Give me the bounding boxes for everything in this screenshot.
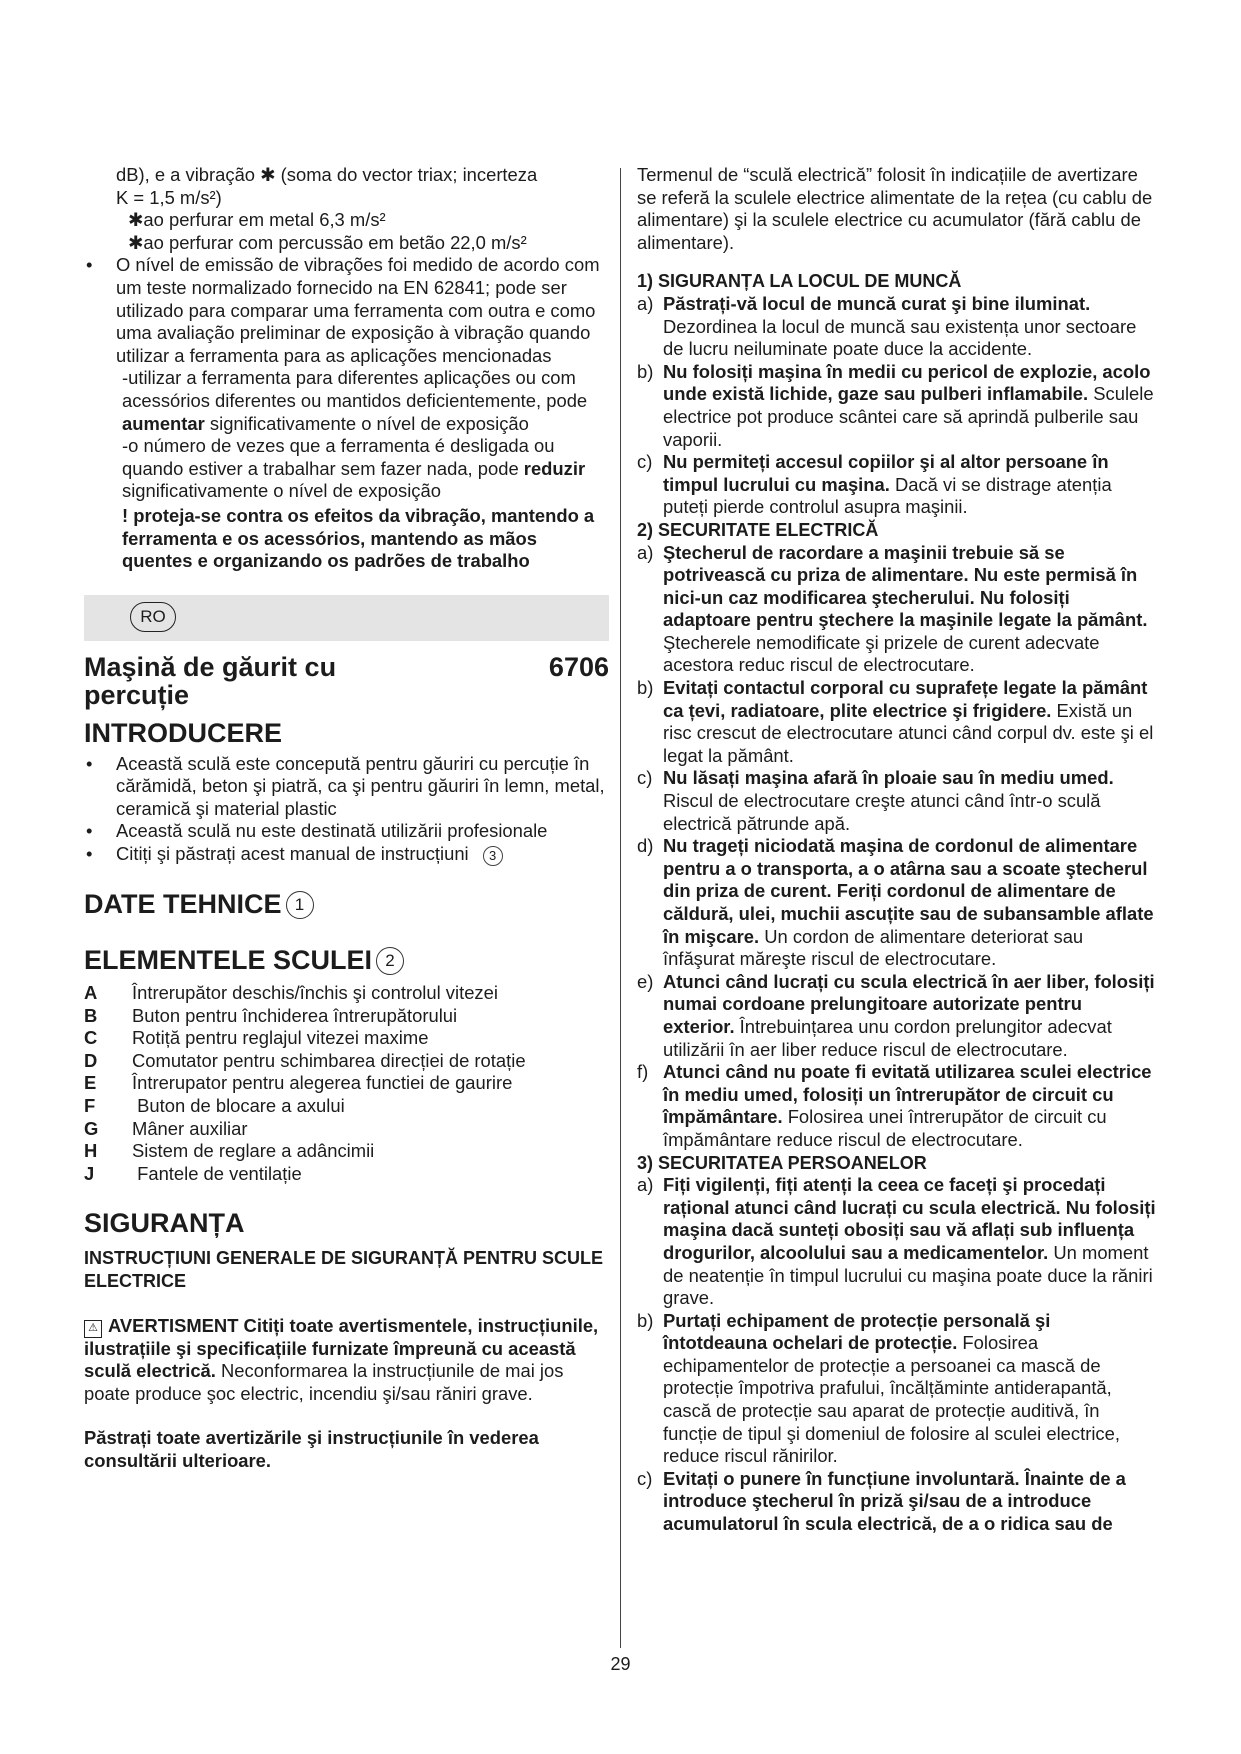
intro-item: • Citiți şi păstrați acest manual de instrucțiuni 3 [84, 843, 609, 866]
pt-intro-line2: K = 1,5 m/s²) [116, 186, 222, 208]
element-label: Buton pentru închiderea întrerupătorului [132, 1004, 458, 1026]
rule-3c: c) Evitați o punere în funcțiune involuntară. Înainte de a introduce ştecherul în priză şi/sau de a introduce acumulatorul în scula electrică, de a o ridica sau de [637, 1467, 1126, 1535]
pt-intro-line1: dB), e a vibração ✱ (soma do vector triax; incerteza [116, 164, 538, 185]
element-label: Comutator pentru schimbarea direcției de rotație [132, 1049, 526, 1071]
rule-3a: a) Fiți vigilenți, fiți atenți la ceea ce faceți şi procedați rațional atunci când lucrați cu scula electrică. Nu folosiți maşina dacă sunteți obosiți sau vă aflați sub influența drogurilor, alcoolului sau a medicamentelor. Un moment de neatenție în timpul lucrului cu maşina poate duce la răniri grave. [637, 1174, 1156, 1309]
element-key: J [84, 1162, 95, 1184]
elements-list [84, 982, 609, 1185]
section-3-heading: 3) SECURITATEA PERSOANELOR [637, 1152, 927, 1173]
intro-item: • Această sculă nu este destinată utilizării profesionale [84, 820, 609, 843]
element-key: A [84, 982, 98, 1004]
elements-heading: ELEMENTELE SCULEI 2 [84, 944, 609, 976]
rule-1b: b) Nu folosiți maşina în medii cu pericol de explozie, acolo unde există lichide, gaze sau pulberi inflamabile. Sculele electrice pot produce scântei care să aprindă pulberile sau vaporii. [637, 360, 1154, 450]
element-key: H [84, 1140, 98, 1162]
intro-list [84, 753, 609, 866]
element-key: G [84, 1117, 99, 1139]
element-key: F [84, 1095, 96, 1117]
figure-ref-1: 1 [286, 891, 314, 919]
intro-item: • Această sculă este concepută pentru găuriri cu percuție în cărămidă, beton şi piatră, ca şi pentru găuriri în lemn, metal, ceramică şi material plastic [84, 753, 609, 821]
pt-vibration-concrete: ✱ao perfurar com percussão em betão 22,0 m/s² [128, 231, 527, 253]
product-title [84, 653, 609, 709]
figure-ref-2: 2 [376, 947, 404, 975]
left-column [84, 164, 609, 1473]
page-number: 29 [610, 1654, 631, 1674]
rule-2c: c) Nu lăsați maşina afară în ploaie sau în mediu umed. Riscul de electrocutare creşte atunci când într-o sculă electrică pătrunde apă. [637, 767, 1114, 834]
rule-2f: f) Atunci când nu poate fi evitată utilizarea sculei electrice în mediu umed, folosiți un întrerupător de circuit cu împământare. Folosirea unei întrerupător de circuit cu împământare reduce riscul de electrocutare. [637, 1061, 1152, 1150]
language-badge: RO [130, 602, 176, 632]
section-2-heading: 2) SECURITATE ELECTRICĂ [637, 519, 879, 540]
safety-heading: SIGURANȚA [84, 1208, 245, 1239]
product-title-line2: percuție [84, 679, 190, 710]
element-label: Fantele de ventilație [132, 1162, 302, 1184]
figure-ref-3: 3 [483, 846, 503, 866]
rule-2b: b) Evitați contactul corporal cu suprafețe legate la pământ ca țevi, radiatoare, plite electrice şi frigidere. Există un risc crescut de electrocutare atunci când corpul dv. este şi el legat la pământ. [637, 677, 1154, 766]
pt-sub-reduce: -o número de vezes que a ferramenta é desligada ou quando estiver a trabalhar sem fazer nada, pode reduzir significativamente o nível de exposição [122, 435, 586, 502]
element-label: Buton de blocare a axului [132, 1095, 345, 1117]
intro-heading: INTRODUCERE [84, 717, 283, 748]
right-column [637, 164, 1157, 1536]
tech-data-heading: DATE TEHNICE 1 [84, 888, 609, 920]
element-label: Întrerupător deschis/închis şi controlul vitezei [132, 982, 498, 1004]
language-band [84, 595, 609, 641]
pt-vibration-metal: ✱ao perfurar em metal 6,3 m/s² [128, 209, 386, 231]
rule-2e: e) Atunci când lucrați cu scula electrică în aer liber, folosiți numai cordoane prelungitoare autorizate pentru exterior. Întrebuințarea unu cordon prelungitor adecvat utilizării în aer liber reduce riscul de electrocutare. [637, 970, 1155, 1060]
rule-2d: d) Nu trageți niciodată maşina de cordonul de alimentare pentru a o transporta, a o atârna sau a scoate ştecherul din priza de curent. Feriți cordonul de alimentare de căldură, ulei, muchii ascuțite sau de subansamble aflate în mişcare. Un cordon de alimentare deteriorat sau înfăşurat măreşte riscul de electrocutare. [637, 835, 1154, 970]
rule-1c: c) Nu permiteți accesul copiilor şi al altor persoane în timpul lucrului cu maşina. Dacă vi se distrage atenția puteți pierde controlul asupra maşinii. [637, 451, 1112, 518]
pt-sub-increase: -utilizar a ferramenta para diferentes aplicações ou com acessórios diferentes ou mantidos deficientemente, pode aumentar significativamente o nível de exposição [122, 367, 588, 434]
rule-3b: b) Purtați echipament de protecție personală şi întotdeauna ochelari de protecție. Folosirea echipamentelor de protecție a persoanei ca mască de protecție împotriva prafului, încălțăminte antiderapantă, cască de protecție sau aparat de protecție auditivă, în funcție de tipul şi domeniul de folosire al sculei electrice, reduce riscul rănirilor. [637, 1309, 1120, 1467]
element-label: Mâner auxiliar [132, 1117, 248, 1139]
warning-icon: ⚠ [84, 1320, 102, 1338]
term-definition: Termenul de “sculă electrică” folosit în indicațiile de avertizare se referă la sculele electrice alimentate de la rețea (cu cablu de alimentare) şi la sculele electrice cu acumulator (fără cablu de alimentare). [637, 164, 1153, 253]
rule-2a: a) Ştecherul de racordare a maşinii trebuie să se potrivească cu priza de alimentare. Nu este permisă în nici-un caz modificarea ştecherului. Nu folosiți adaptoare pentru ştechere la maşinile legate la pământ. Ştecherele nemodificate şi prizele de curent adecvate acestora reduc riscul de electrocutare. [637, 541, 1148, 676]
column-divider [620, 168, 621, 1648]
rule-1a: a) Păstrați-vă locul de muncă curat şi bine iluminat. Dezordinea la locul de muncă sau existența unor sectoare de lucru neiluminate poate duce la accidente. [637, 292, 1137, 360]
warning-paragraph: ⚠ AVERTISMENT Citiți toate avertismentele, instrucțiunile, ilustrațiile şi specificațiile furnizate împreună cu această sculă electrică. Neconformarea la instrucțiunile de mai jos poate produce şoc electric, incendiu şi/sau răniri grave. [84, 1314, 599, 1404]
pt-vibration-bullet: • O nível de emissão de vibrações foi medido de acordo com um teste normalizado fornecido na EN 62841; pode ser utilizado para comparar uma ferramenta com outra e como uma avaliação preliminar de exposição à vibração quando utilizar a ferramenta para as aplicações mencionadas [84, 254, 609, 367]
element-label: Sistem de reglare a adâncimii [132, 1140, 375, 1162]
element-key: C [84, 1027, 98, 1049]
product-title-line1: Maşină de găurit cu [84, 651, 337, 682]
element-label: Rotiță pentru reglajul vitezei maxime [132, 1027, 429, 1049]
element-label: Întrerupator pentru alegerea functiei de gaurire [132, 1072, 513, 1094]
element-key: B [84, 1004, 98, 1026]
keep-instructions: Păstrați toate avertizările şi instrucțiunile în vederea consultării ulterioare. [84, 1427, 539, 1471]
element-key: D [84, 1049, 98, 1071]
element-key: E [84, 1072, 97, 1094]
model-number: 6706 [548, 651, 609, 682]
safety-subheading: INSTRUCȚIUNI GENERALE DE SIGURANȚĂ PENTRU SCULE ELECTRICE [84, 1248, 604, 1291]
pt-protect-note: ! proteja-se contra os efeitos da vibração, mantendo a ferramenta e os acessórios, mantendo as mãos quentes e organizando os padrões de trabalho [122, 504, 595, 572]
section-1-heading: 1) SIGURANȚA LA LOCUL DE MUNCĂ [637, 271, 962, 292]
